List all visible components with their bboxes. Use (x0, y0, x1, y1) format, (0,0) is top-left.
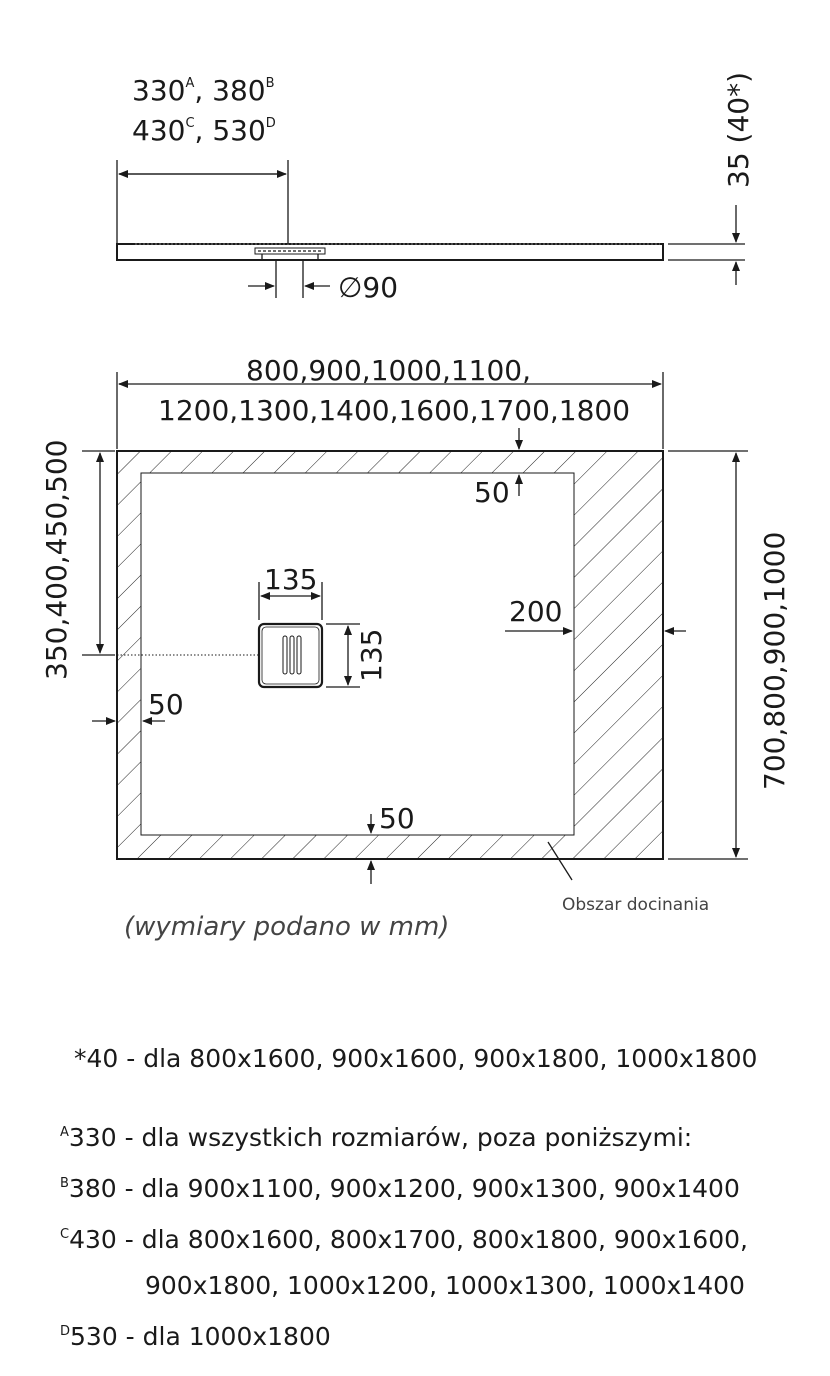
footnote-text: 900x1800, 1000x1200, 1000x1300, 1000x1400 (145, 1271, 745, 1300)
left-offset-label: 350,400,450,500 (40, 439, 73, 680)
drain-icon (259, 624, 322, 687)
width-label-line2: 1200,1300,1400,1600,1700,1800 (158, 394, 631, 427)
footnote-mark: A (60, 1125, 69, 1140)
footnote-text: 40 - dla 800x1600, 900x1600, 900x1800, 1000x1800 (86, 1044, 758, 1073)
drain-diameter-label: ∅90 (338, 271, 399, 304)
side-view (117, 160, 745, 298)
trim-area-label: Obszar docinania (562, 895, 710, 915)
margin-left-label: 50 (148, 688, 184, 721)
depth-label: 700,800,900,1000 (758, 531, 791, 790)
height-label: 35 (40*) (722, 71, 755, 188)
footnote-mark: D (60, 1324, 71, 1339)
drain-offset-line2: $430^C$, $530^D$ (132, 114, 276, 147)
footnote-text: 530 - dla 1000x1800 (70, 1322, 331, 1351)
footnotes (60, 1036, 757, 1360)
margin-top-label: 50 (474, 476, 510, 509)
footnote-mark: C (60, 1227, 70, 1242)
drain-height-label: 135 (355, 628, 388, 682)
units-note: (wymiary podano w mm) (124, 912, 450, 942)
footnote-mark: * (74, 1044, 87, 1073)
drain-width-label: 135 (264, 563, 318, 596)
footnote-text: 330 - dla wszystkich rozmiarów, poza poniższymi: (68, 1123, 693, 1152)
footnote-d (60, 1309, 757, 1360)
footnote-a (60, 1110, 757, 1161)
footnote-c (60, 1212, 757, 1263)
drain-offset-line1: $330^A$, $380^B$ (132, 74, 275, 107)
footnote-text: 430 - dla 800x1600, 800x1700, 800x1800, 900x1600, (69, 1225, 748, 1254)
margin-right-label: 200 (509, 595, 563, 628)
drain-side-icon (255, 248, 325, 260)
footnote-mark: B (60, 1176, 69, 1191)
margin-bottom-label: 50 (379, 802, 415, 835)
tray-side-profile (117, 244, 663, 260)
footnote-star (60, 1036, 757, 1082)
width-label-line1: 800,900,1000,1100, (246, 354, 532, 387)
footnote-c-continued (60, 1263, 757, 1309)
footnote-b (60, 1161, 757, 1212)
top-view (40, 354, 791, 915)
footnote-text: 380 - dla 900x1100, 900x1200, 900x1300, 900x1400 (68, 1174, 740, 1203)
